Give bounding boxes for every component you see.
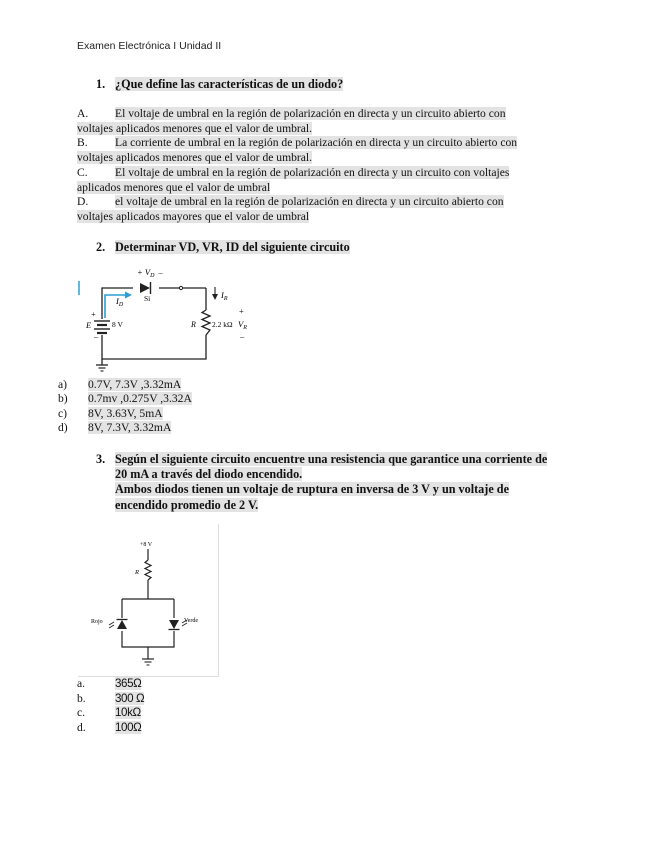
answer-row (77, 692, 144, 707)
answer-text: 365Ω (115, 677, 142, 690)
answer-row (58, 378, 192, 392)
option-text: El voltaje de umbral en la región de polarización en directa y un circuito con voltajes (115, 165, 510, 179)
question-2-number: 2. (96, 240, 106, 254)
resistor-value: 2.2 kΩ (212, 320, 233, 329)
ground-icon (142, 659, 154, 665)
id-label: $I_D$ (116, 296, 124, 308)
question-1-text: ¿Que define las características de un diodo? (115, 77, 344, 91)
vr-plus: + (239, 306, 244, 316)
question-3-line (96, 498, 547, 513)
option-label: D. (77, 195, 89, 209)
red-led-label: Rojo (91, 619, 103, 625)
question-3-line (96, 482, 547, 497)
answer-row (77, 721, 144, 736)
circuit-diagram-2 (78, 524, 218, 676)
circuit-figure-1 (78, 255, 264, 377)
node-dot (179, 286, 182, 289)
answer-label: d. (77, 720, 86, 734)
question-2-title (96, 240, 350, 255)
answer-label: b) (58, 392, 68, 406)
answer-text: 0.7mv ,0.275V ,3.32A (88, 392, 192, 406)
question-3-text: Según el siguiente circuito encuentre una resistencia que garantice una corriente de (115, 452, 548, 466)
question-1-number: 1. (96, 77, 106, 91)
question-3-text: encendido promedio de 2 V. (115, 497, 259, 512)
answer-label: a. (77, 677, 86, 690)
vd-label: + $V_D$ – (137, 267, 163, 279)
question-3-line (96, 452, 547, 467)
answer-row (58, 421, 192, 435)
supply-label: +8 V (140, 542, 153, 548)
answer-row (77, 677, 144, 692)
option-text: El voltaje de umbral en la región de polarización en directa y un circuito abierto con (115, 107, 506, 120)
battery-minus: – (94, 331, 99, 341)
answer-label: b. (77, 691, 86, 705)
answer-text: 8V, 3.63V, 5mA (88, 406, 163, 420)
answer-row (77, 706, 144, 721)
option-line (77, 210, 577, 225)
option-text: La corriente de umbral en la región de polarización en directa y un circuito abierto con (115, 136, 518, 150)
wire-bottom (102, 335, 206, 359)
option-line (77, 166, 577, 181)
resistor-label: R (135, 569, 139, 576)
option-label: B. (77, 136, 88, 150)
option-text: voltajes aplicados menores que el valor de umbral. (77, 151, 313, 165)
source-label: E (86, 320, 92, 330)
answer-row (58, 407, 192, 421)
answer-text: 0.7V, 7.3V ,3.32mA (88, 378, 182, 391)
option-line (77, 122, 577, 137)
vr-label: $V_R$ (238, 319, 247, 331)
question-3-text: 20 mA a través del diodo encendido. (115, 467, 303, 482)
diode-label: Si (144, 294, 151, 303)
question-2-text: Determinar VD, VR, ID del siguiente circuito (115, 240, 350, 254)
answer-label: c. (77, 706, 86, 720)
option-text: voltajes aplicados mayores que el valor de umbral (77, 209, 310, 223)
ir-label: $I_R$ (221, 290, 228, 302)
green-led-label: Verde (184, 618, 198, 624)
ir-arrow-icon (212, 287, 218, 300)
source-value: 8 V (112, 320, 123, 329)
question-1-title (96, 77, 343, 92)
option-line (77, 151, 577, 166)
option-label: A. (77, 107, 89, 120)
question-1-options (77, 107, 577, 225)
resistor-icon (145, 560, 151, 580)
question-3-answers (77, 677, 144, 735)
answer-row (58, 392, 192, 406)
option-label: C. (77, 165, 88, 179)
answer-text: 8V, 7.3V, 3.32mA (88, 420, 172, 434)
answer-label: d) (58, 420, 68, 434)
option-text: voltajes aplicados menores que el valor de umbral. (77, 121, 313, 135)
resistor-icon (202, 310, 210, 335)
answer-label: c) (58, 406, 68, 420)
vr-minus: – (240, 331, 245, 341)
circuit-diagram-1 (78, 255, 264, 377)
option-line (77, 107, 577, 122)
wire-loop (122, 599, 174, 647)
red-led-icon (109, 618, 128, 631)
option-line (77, 181, 577, 196)
question-3 (96, 452, 547, 513)
diode-icon (140, 282, 151, 294)
option-text: aplicados menores que el valor de umbral (77, 180, 271, 194)
answer-label: a) (58, 378, 68, 391)
answer-text: 100Ω (115, 720, 142, 734)
question-3-number: 3. (96, 452, 106, 466)
ground-icon (96, 365, 108, 371)
question-3-line (96, 467, 547, 482)
question-2-answers (58, 378, 192, 435)
answer-text: 10kΩ (115, 706, 141, 720)
question-3-text: Ambos diodos tienen un voltaje de ruptura en inversa de 3 V y un voltaje de (115, 482, 509, 497)
answer-text: 300 Ω (115, 691, 145, 705)
option-line (77, 195, 577, 210)
document-header: Examen Electrónica I Unidad II (77, 40, 222, 52)
option-line (77, 136, 577, 151)
battery-plus: + (91, 309, 96, 319)
circuit-figure-2 (78, 524, 219, 677)
option-text: el voltaje de umbral en la región de polarización en directa y un circuito abierto con (115, 195, 504, 209)
resistor-label: R (191, 320, 196, 329)
